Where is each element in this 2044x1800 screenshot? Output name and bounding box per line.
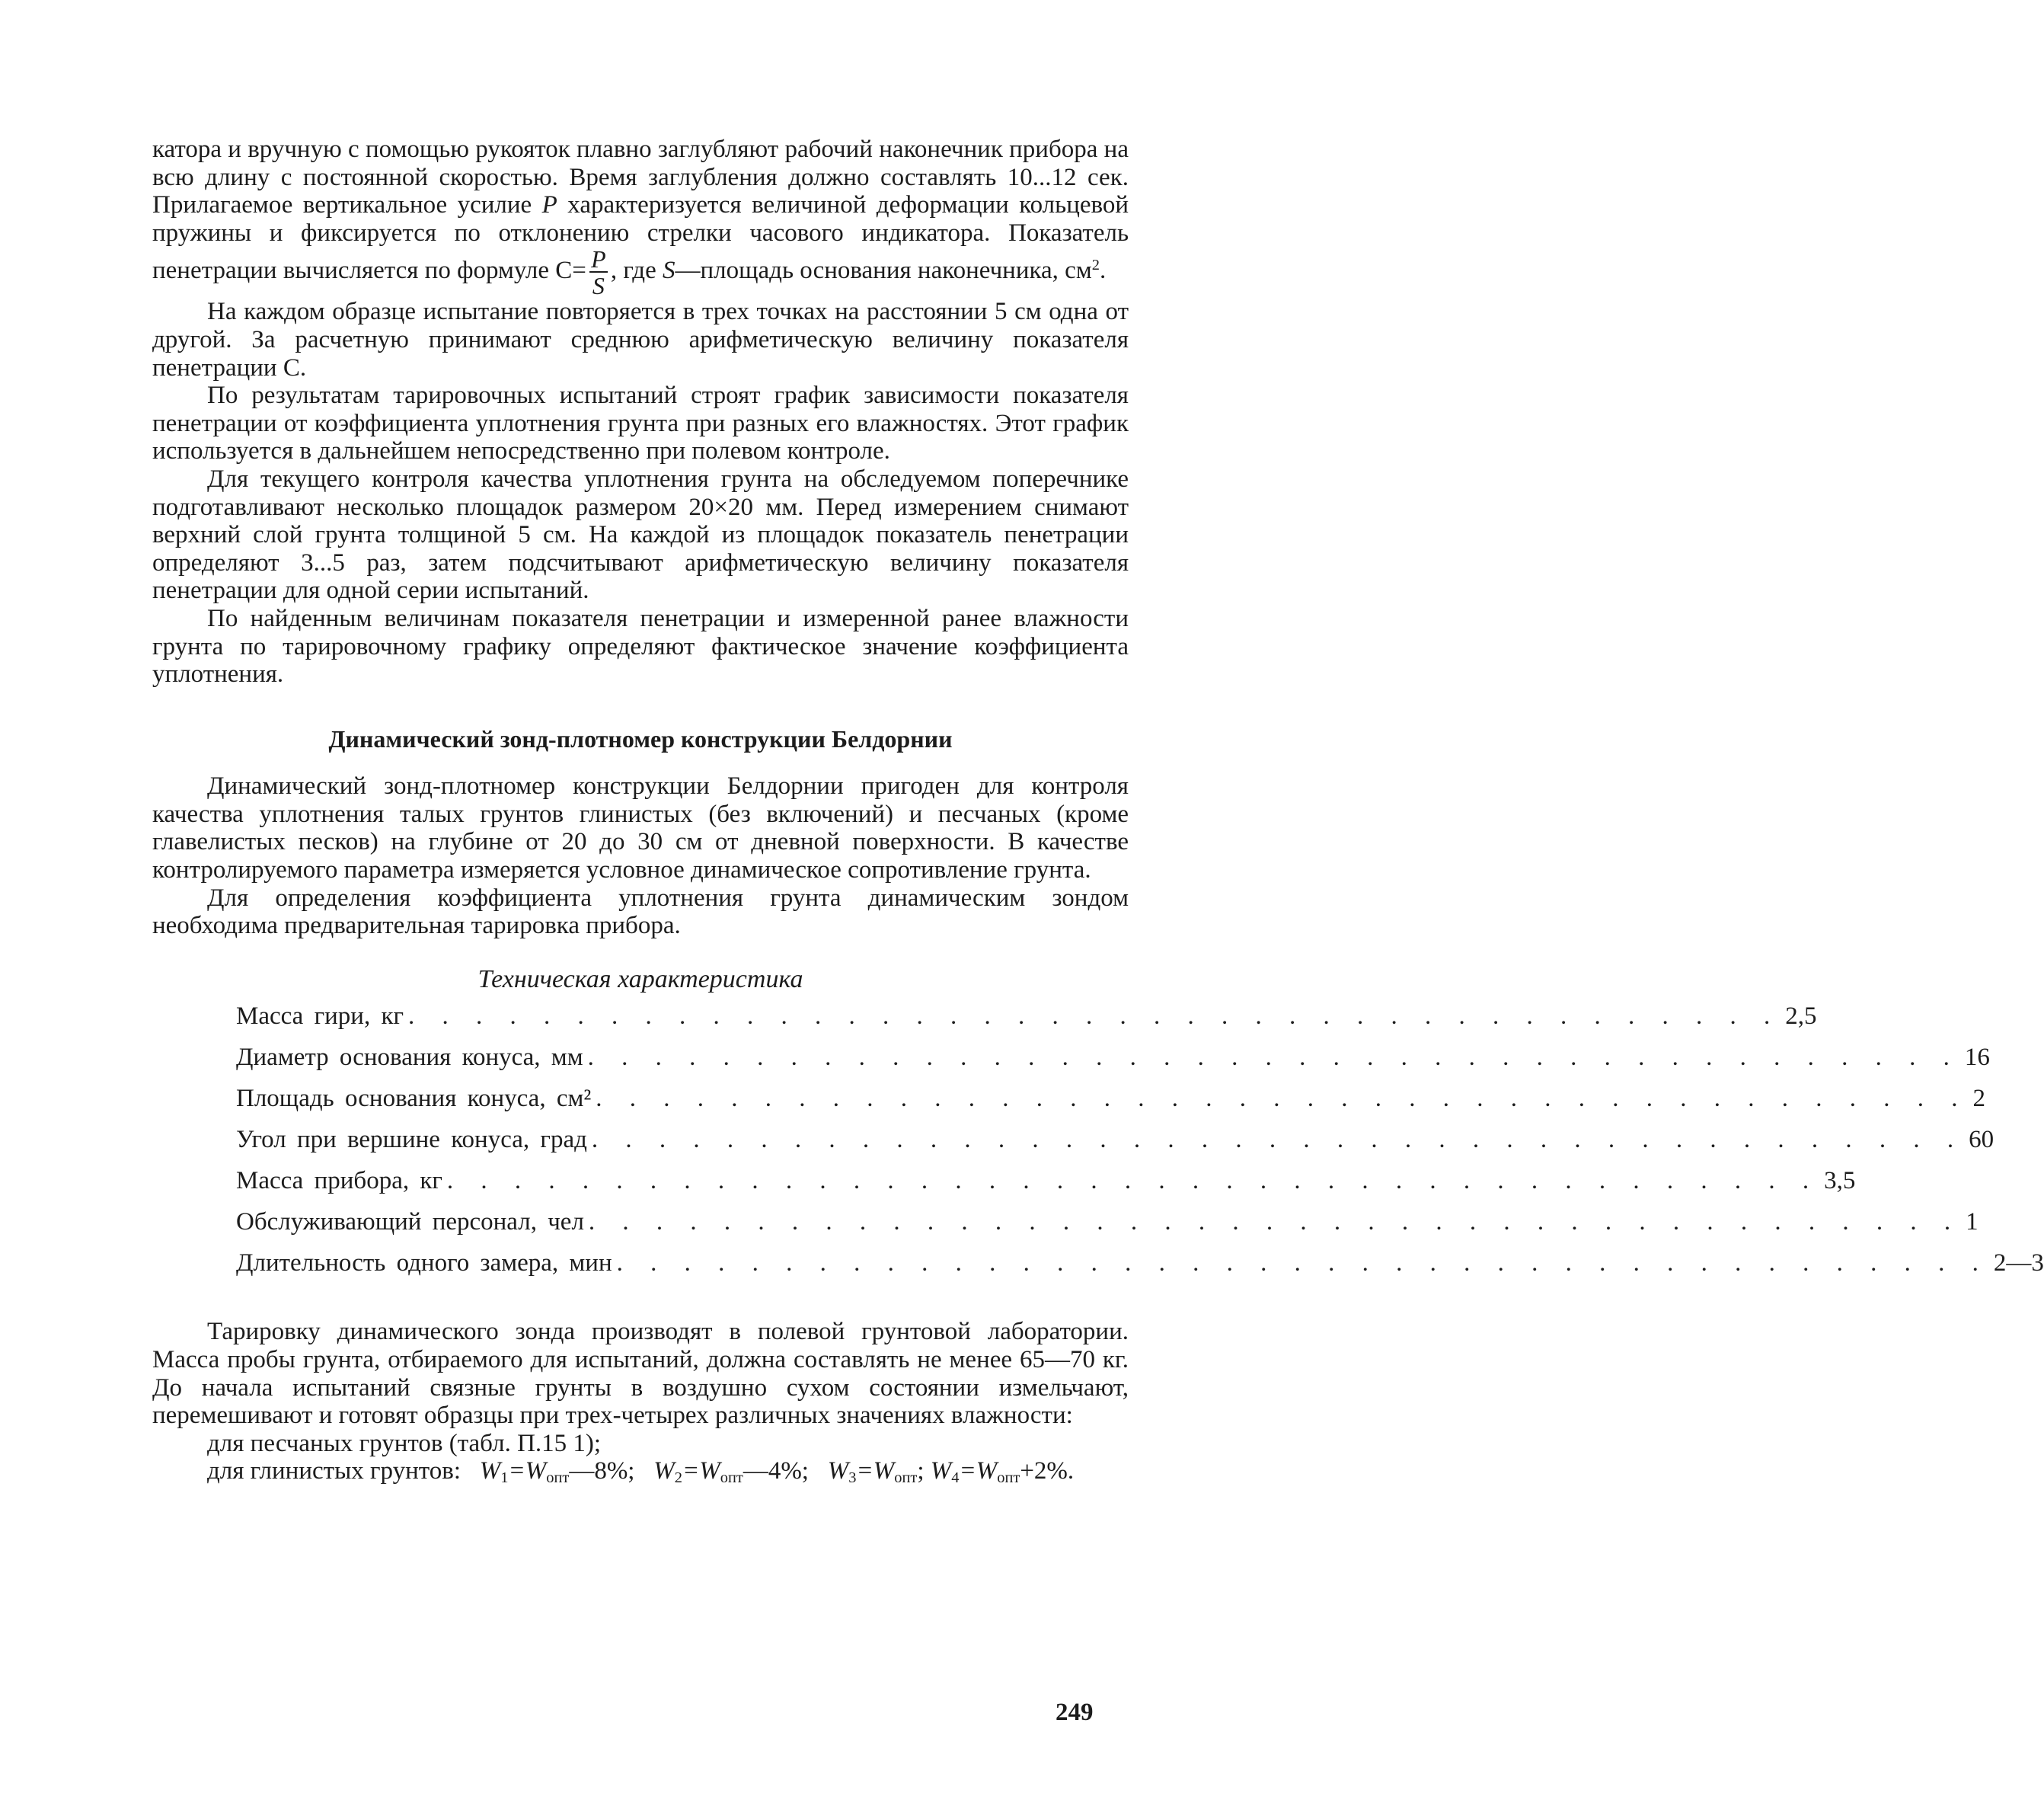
w2-subscript: 2 [674,1469,682,1487]
spec-row [236,1002,1817,1044]
section-paragraph-2: Для определения коэффициента уплотнения грунта динамическим зондом необходима предварительная тарировка прибора. [152,884,1129,940]
w2-opt-subscript: опт [720,1469,743,1487]
page-number: 249 [1056,1699,1094,1726]
intro-text-end: . [1099,257,1107,285]
spec-row [236,1044,1990,1085]
dot-leader: . . . . . . . . . . . . . . . . . . . . . . . . . . . . . . . . . . . . . . . . . [591,1126,1965,1154]
clay-soils-line [152,1457,1129,1485]
w3-symbol: W [827,1457,849,1485]
symbol-s: S [662,257,675,285]
specs-table [236,1002,2044,1290]
spec-row [236,1208,1979,1249]
spec-value: 1 [1966,1208,1979,1236]
w2-tail: —4%; [743,1457,809,1485]
w1-opt-subscript: опт [546,1469,570,1487]
formula-fraction [589,247,608,298]
spec-value: 16 [1964,1044,1990,1072]
intro-text-1: катора и вручную с помощью рукояток плавно заглубляют рабочий наконечник прибора на всю длину с постоянной скоростью. Время заглубления должно составлять 10...12 сек. Прилагаемое вертикальное усилие [152,136,1129,219]
w3-expr: =W [856,1457,895,1485]
symbol-p: P [541,191,557,219]
w4-tail: +2%. [1020,1457,1075,1485]
w3-subscript: 3 [848,1469,857,1487]
specs-title: Техническая характеристика [477,964,803,993]
spec-value: 2—3 [1993,1249,2044,1277]
spec-label: Обслуживающий персонал, чел [236,1208,584,1236]
intro-text-2: характеризуется величиной деформации кольцевой пружины и фиксируется по отклонению стрелки часового индикатора. Показатель пенетрации вычисляется по формуле C= [152,191,1129,285]
paragraph-3: Для текущего контроля качества уплотнения грунта на обследуемом поперечнике подготавливают несколько площадок размером 20×20 мм. Перед измерением снимают верхний слой грунта толщиной 5 см. На каждой из площадок показатель пенетрации определяют 3...5 раз, затем подсчитывают арифметическую величину показателя пенетрации для одной серии испытаний. [152,465,1129,605]
dot-leader: . . . . . . . . . . . . . . . . . . . . . . . . . . . . . . . . . . . . . . . . . [446,1167,1820,1195]
spec-label: Масса гири, кг [236,1002,404,1031]
spec-value: 2 [1972,1085,1986,1113]
w2-expr: =W [682,1457,720,1485]
spec-row [236,1085,1986,1126]
w4-expr: =W [959,1457,998,1485]
intro-paragraph [152,136,1129,298]
paragraph-4: По найденным величинам показателя пенетрации и измеренной ранее влажности грунта по тарировочному графику определяют фактическое значение коэффициента уплотнения. [152,604,1129,689]
intro-text-4: —площадь основания наконечника, см [675,257,1092,285]
dot-leader: . . . . . . . . . . . . . . . . . . . . . . . . . . . . . . . . . . . . . . . . . [408,1002,1781,1031]
w3-tail: ; [917,1457,925,1485]
w3-opt-subscript: опт [894,1469,918,1487]
section-title: Динамический зонд-плотномер конструкции Белдорнии [328,724,953,753]
paragraph-2: По результатам тарировочных испытаний строят график зависимости показателя пенетрации от коэффициента уплотнения грунта при разных его влажностях. Этот график используется в дальнейшем непосредственно при полевом контроле. [152,382,1129,465]
w1-tail: —8%; [569,1457,635,1485]
spec-label: Площадь основания конуса, см² [236,1085,592,1113]
spec-label: Угол при вершине конуса, град [236,1126,587,1154]
intro-text-3: , где [610,257,656,285]
dot-leader: . . . . . . . . . . . . . . . . . . . . . . . . . . . . . . . . . . . . . . . . . [596,1085,1969,1113]
dot-leader: . . . . . . . . . . . . . . . . . . . . . . . . . . . . . . . . . . . . . . . . . [588,1208,1962,1236]
sandy-soils-line: для песчаных грунтов (табл. П.15 1); [207,1429,602,1457]
spec-row [236,1249,2044,1290]
fraction-numerator: P [591,245,606,273]
fraction-denominator: S [589,271,608,298]
paragraph-1: На каждом образце испытание повторяется в трех точках на расстоянии 5 см одна от другой. За расчетную принимают среднюю арифметическую величину показателя пенетрации С. [152,298,1129,382]
spec-row [236,1167,1856,1208]
w4-opt-subscript: опт [997,1469,1020,1487]
spec-value: 3,5 [1824,1167,1856,1195]
spec-label: Длительность одного замера, мин [236,1249,612,1277]
spec-label: Масса прибора, кг [236,1167,442,1195]
spec-label: Диаметр основания конуса, мм [236,1044,583,1072]
spec-value: 60 [1969,1126,1994,1154]
spec-row [236,1126,1994,1167]
w1-symbol: W [479,1457,501,1485]
w1-subscript: 1 [500,1469,509,1487]
spec-value: 2,5 [1785,1002,1817,1031]
intro-superscript: 2 [1091,257,1100,274]
closing-paragraph: Тарировку динамического зонда производят в полевой грунтовой лаборатории. Масса пробы грунта, отбираемого для испытаний, должна составлять не менее 65—70 кг. До начала испытаний связные грунты в воздушно сухом состоянии измельчают, перемешивают и готовят образцы при трех-четырех различных значениях влажности: [152,1318,1129,1430]
w2-symbol: W [653,1457,675,1485]
clay-prefix: для глинистых грунтов: [207,1457,461,1485]
section-paragraph-1: Динамический зонд-плотномер конструкции Белдорнии пригоден для контроля качества уплотнения талых грунтов глинистых (без включений) и песчаных (кроме главелистых песков) на глубине от 20 до 30 см от дневной поверхности. В качестве контролируемого параметра измеряется условное динамическое сопротивление грунта. [152,772,1129,884]
dot-leader: . . . . . . . . . . . . . . . . . . . . . . . . . . . . . . . . . . . . . . . . . [616,1249,1989,1277]
w4-subscript: 4 [951,1469,960,1487]
w4-symbol: W [930,1457,952,1485]
dot-leader: . . . . . . . . . . . . . . . . . . . . . . . . . . . . . . . . . . . . . . . . . [587,1044,1960,1072]
body-text [152,136,2044,1487]
w1-expr: =W [508,1457,547,1485]
